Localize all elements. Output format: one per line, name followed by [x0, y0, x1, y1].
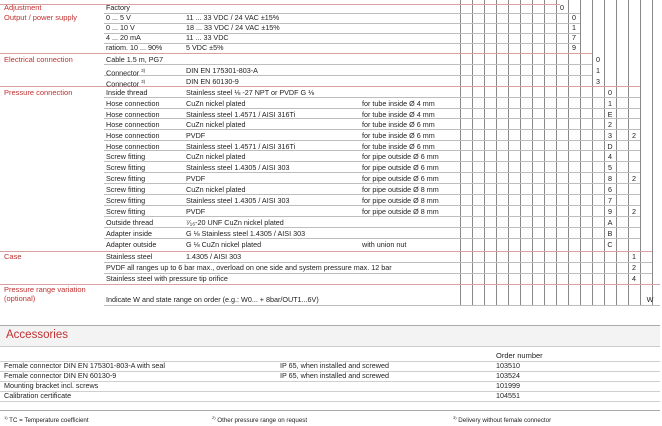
accessory-order: 103510: [496, 361, 520, 370]
accessory-name: Female connector DIN EN 175301-803-A with seal: [4, 361, 166, 370]
pressure-size: for pipe outside Ø 8 mm: [362, 185, 439, 194]
pressure-type: Hose connection: [106, 120, 160, 129]
code-pressure: 2: [608, 120, 612, 129]
pressure-material: ⁷⁄₁₆-20 UNF CuZn nickel plated: [186, 218, 284, 227]
code-case: 4: [632, 274, 636, 283]
pressure-material: CuZn nickel plated: [186, 99, 246, 108]
pressure-material: Stainless steel 1.4571 / AISI 316Ti: [186, 110, 296, 119]
pressure-type: Screw fitting: [106, 185, 146, 194]
footnote-2: $^{2)}$ Other pressure range on request: [212, 415, 308, 425]
pressure-type: Adapter outside: [106, 240, 157, 249]
pressure-material: PVDF: [186, 207, 206, 216]
code-pressure: C: [607, 240, 613, 249]
section-variation: Pressure range variation: [4, 285, 86, 294]
code-variation: W: [646, 295, 654, 304]
footnote-1: $^{1)}$ TC = Temperature coefficient: [4, 415, 89, 425]
code-electrical: 1: [596, 66, 600, 75]
pressure-type: Screw fitting: [106, 174, 146, 183]
variation-note: Indicate W and state range on order (e.g.: W0... + 8bar/OUT1...6V): [106, 295, 319, 304]
pressure-type: Hose connection: [106, 131, 160, 140]
accessory-order: 101999: [496, 381, 520, 390]
electrical-option: Connector $^{3)}$: [106, 68, 146, 78]
section-output: Output / power supply: [4, 13, 77, 22]
pressure-size: for pipe outside Ø 6 mm: [362, 163, 439, 172]
pressure-type: Screw fitting: [106, 207, 146, 216]
pressure-size: for pipe outside Ø 6 mm: [362, 174, 439, 183]
pressure-type: Screw fitting: [106, 196, 146, 205]
pressure-size: for tube inside Ø 6 mm: [362, 142, 435, 151]
pressure-size: for tube inside Ø 6 mm: [362, 131, 435, 140]
code-pressure: 5: [608, 163, 612, 172]
output-range: 0 ... 5 V: [106, 13, 131, 22]
output-range: ratiom. 10 ... 90%: [106, 43, 163, 52]
pressure-size: for tube inside Ø 4 mm: [362, 99, 435, 108]
pressure-material: PVDF: [186, 174, 206, 183]
pressure-material: Stainless steel ⅛ -27 NPT or PVDF G ⅛: [186, 88, 315, 97]
code-output: 7: [572, 33, 576, 42]
accessory-name: Female connector DIN EN 60130-9: [4, 371, 117, 380]
pressure-material: Stainless steel 1.4305 / AISI 303: [186, 163, 290, 172]
section-adjustment: Adjustment: [4, 3, 42, 12]
code-case-restriction: 2: [632, 174, 636, 183]
pressure-type: Screw fitting: [106, 152, 146, 161]
pressure-size: for pipe outside Ø 6 mm: [362, 152, 439, 161]
code-pressure: 0: [608, 88, 612, 97]
code-pressure: A: [607, 218, 613, 227]
code-pressure: 3: [608, 131, 612, 140]
accessory-name: Mounting bracket incl. screws: [4, 381, 99, 390]
pressure-type: Hose connection: [106, 99, 160, 108]
pressure-type: Hose connection: [106, 110, 160, 119]
footnote-3: $^{3)}$ Delivery without female connector: [453, 415, 552, 425]
output-range: 0 ... 10 V: [106, 23, 135, 32]
code-output: 9: [572, 43, 576, 52]
section-case: Case: [4, 252, 22, 261]
output-supply: 18 ... 33 VDC / 24 VAC ±15%: [186, 23, 280, 32]
pressure-size: for tube inside Ø 4 mm: [362, 110, 435, 119]
pressure-material: Stainless steel 1.4571 / AISI 316Ti: [186, 142, 296, 151]
case-spec: 1.4305 / AISI 303: [186, 252, 242, 261]
code-pressure: 4: [608, 152, 612, 161]
adjustment-factory: Factory: [106, 3, 130, 12]
accessory-name: Calibration certificate: [4, 391, 72, 400]
code-case-restriction: 2: [632, 131, 636, 140]
section-variation-optional: (optional): [4, 294, 36, 303]
pressure-type: Screw fitting: [106, 163, 146, 172]
code-pressure: B: [607, 229, 613, 238]
code-pressure: E: [607, 110, 613, 119]
electrical-standard: DIN EN 60130-9: [186, 77, 239, 86]
output-supply: 5 VDC ±5%: [186, 43, 224, 52]
code-electrical: 0: [596, 55, 600, 64]
output-supply: 11 ... 33 VDC: [186, 33, 229, 42]
pressure-material: CuZn nickel plated: [186, 185, 246, 194]
case-material: Stainless steel: [106, 252, 153, 261]
code-pressure: D: [607, 142, 613, 151]
accessory-order: 104551: [496, 391, 520, 400]
accessories-title: Accessories: [6, 329, 68, 341]
accessory-note: IP 65, when installed and screwed: [280, 361, 389, 370]
code-pressure: 7: [608, 196, 612, 205]
pressure-material: G ⅛ Stainless steel 1.4305 / AISI 303: [186, 229, 306, 238]
code-case: 1: [632, 252, 636, 261]
code-output: 0: [572, 13, 576, 22]
pressure-type: Outside thread: [106, 218, 154, 227]
pressure-material: CuZn nickel plated: [186, 120, 246, 129]
code-pressure: 8: [608, 174, 612, 183]
code-output: 1: [572, 23, 576, 32]
pressure-type: Adapter inside: [106, 229, 152, 238]
accessory-note: IP 65, when installed and screwed: [280, 371, 389, 380]
electrical-option: Cable 1.5 m, PG7: [106, 55, 164, 64]
code-pressure: 9: [608, 207, 612, 216]
case-material: Stainless steel with pressure tip orifice: [106, 274, 228, 283]
code-pressure: 1: [608, 99, 612, 108]
accessories-header-band: [0, 325, 660, 347]
code-adj: 0: [560, 3, 564, 12]
code-electrical: 3: [596, 77, 600, 86]
code-case: 2: [632, 263, 636, 272]
pressure-type: Inside thread: [106, 88, 148, 97]
pressure-size: for pipe outside Ø 8 mm: [362, 207, 439, 216]
code-case-restriction: 2: [632, 207, 636, 216]
pressure-type: Hose connection: [106, 142, 160, 151]
case-material: PVDF all ranges up to 6 bar max., overload on one side and system pressure max. 12 bar: [106, 263, 392, 272]
pressure-size: with union nut: [362, 240, 407, 249]
section-electrical: Electrical connection: [4, 55, 73, 64]
section-pressure: Pressure connection: [4, 88, 73, 97]
electrical-standard: DIN EN 175301-803-A: [186, 66, 258, 75]
pressure-material: G ⅛ CuZn nickel plated: [186, 240, 262, 249]
output-supply: 11 ... 33 VDC / 24 VAC ±15%: [186, 13, 280, 22]
electrical-option: Connector $^{3)}$: [106, 79, 146, 89]
output-range: 4 ... 20 mA: [106, 33, 141, 42]
pressure-material: PVDF: [186, 131, 206, 140]
pressure-material: CuZn nickel plated: [186, 152, 246, 161]
pressure-size: for pipe outside Ø 8 mm: [362, 196, 439, 205]
accessory-order: 103524: [496, 371, 520, 380]
pressure-material: Stainless steel 1.4305 / AISI 303: [186, 196, 290, 205]
pressure-size: for tube inside Ø 6 mm: [362, 120, 435, 129]
order-number-header: Order number: [496, 351, 543, 360]
code-pressure: 6: [608, 185, 612, 194]
